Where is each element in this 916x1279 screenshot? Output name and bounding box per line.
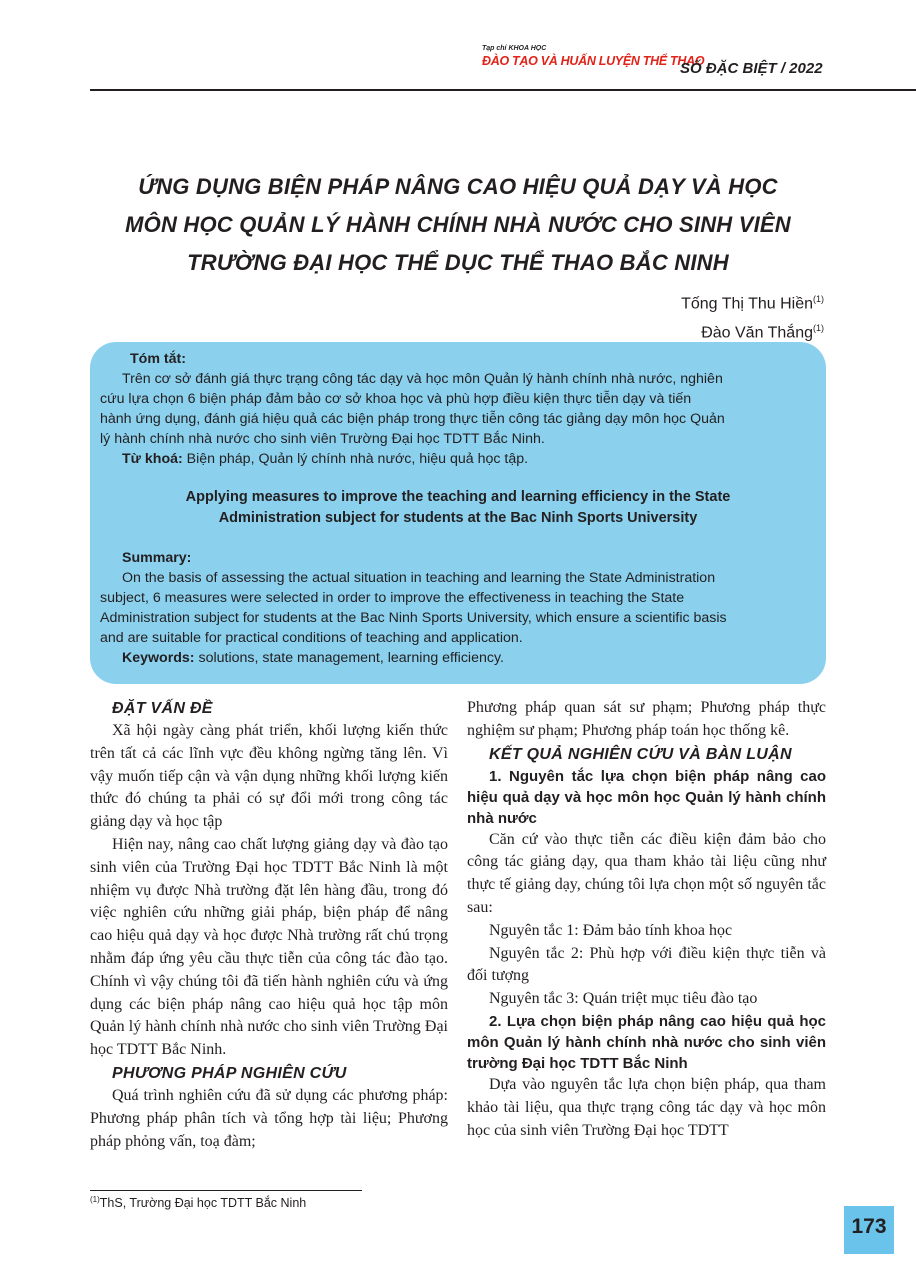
paragraph: Căn cứ vào thực tiễn các điều kiện đảm bảo cho công tác giảng dạy, qua tham khảo tài liệu cũng như thực tế giảng dạy, chúng tôi lựa chọn một số nguyên tắc sau: — [467, 830, 826, 916]
paragraph: Hiện nay, nâng cao chất lượng giảng dạy và đào tạo sinh viên của Trường Đại học TDTT Bắc Ninh là một nhiệm vụ được Nhà trường đặt lên hàng đầu, trong đó việc nghiên cứu những giải pháp, biện pháp để nâng cao hiệu quả dạy và học được Nhà trường rất chú trọng nhằm đáp ứng yêu cầu thực tiễn của công tác đào tạo. Chính vì vậy chúng tôi đã tiến hành nghiên cứu và ứng dụng các biện pháp nâng cao hiệu quả học tập môn Quản lý hành chính nhà nước cho sinh viên Trường Đại học TDTT Bắc Ninh. — [90, 835, 448, 1059]
abstract-vi-keywords — [122, 449, 528, 469]
summary-keywords — [122, 648, 504, 668]
keywords-text: Biện pháp, Quản lý chính nhà nước, hiệu quả học tập. — [182, 451, 529, 467]
footnote — [90, 1195, 306, 1210]
subsection-heading: 2. Lựa chọn biện pháp nâng cao hiệu quả học môn Quản lý hành chính nhà nước cho sinh viên trường Đại học TDTT Bắc Ninh — [467, 1012, 826, 1072]
subsection-heading: 1. Nguyên tắc lựa chọn biện pháp nâng cao hiệu quả dạy và học môn học Quản lý hành chính nhà nước — [467, 767, 826, 827]
page-header — [0, 0, 916, 92]
english-title — [100, 487, 816, 529]
abstract-line: hành ứng dụng, đánh giá hiệu quả các biện pháp trong thực tiễn công tác giảng dạy môn học Quản — [100, 411, 725, 427]
english-title-line: Administration subject for students at the Bac Ninh Sports University — [218, 510, 698, 526]
section-heading: KẾT QUẢ NGHIÊN CỨU VÀ BÀN LUẬN — [489, 745, 792, 763]
summary-text — [122, 568, 814, 588]
abstract-box — [90, 342, 826, 684]
section-heading: PHƯƠNG PHÁP NGHIÊN CỨU — [112, 1064, 347, 1082]
summary-label: Summary: — [122, 550, 192, 566]
page-number: 173 — [844, 1206, 894, 1254]
paragraph: Quá trình nghiên cứu đã sử dụng các phương pháp: Phương pháp phân tích và tổng hợp tài liệu; Phương pháp phỏng vấn, toạ đàm; — [90, 1086, 448, 1150]
affiliation-mark: (1) — [813, 323, 824, 334]
abstract-line: Trên cơ sở đánh giá thực trạng công tác dạy và học môn Quản lý hành chính nhà nước, nghiên — [122, 371, 723, 387]
author-list — [681, 287, 824, 346]
summary-line: On the basis of assessing the actual situation in teaching and learning the State Administration — [122, 570, 716, 586]
journal-name: ĐÀO TẠO VÀ HUẤN LUYỆN THỂ THAO — [482, 54, 705, 68]
journal-masthead — [482, 44, 704, 69]
right-column — [467, 697, 826, 1142]
abstract-line: lý hành chính nhà nước cho sinh viên Trường Đại học TDTT Bắc Ninh. — [100, 431, 545, 447]
left-column — [90, 697, 448, 1153]
abstract-vi-text — [122, 369, 814, 389]
principle-item: Nguyên tắc 2: Phù hợp với điều kiện thực tiễn và đối tượng — [467, 944, 826, 985]
abstract-vi-label: Tóm tắt: — [130, 351, 186, 367]
summary-line: Administration subject for students at the Bac Ninh Sports University, which ensure a scientific basis — [100, 610, 727, 626]
author-name: Tống Thị Thu Hiền — [681, 295, 813, 313]
author-name: Đào Văn Thắng — [701, 324, 813, 342]
paragraph: Xã hội ngày càng phát triển, khối lượng kiến thức trên tất cả các lĩnh vực đều không ngừng tăng lên. Vì vậy muốn tiếp cận và vận dụng những khối lượng kiến thức đó chúng ta phải có sự đổi mới trong công tác giảng dạy và học tập — [90, 722, 448, 831]
summary-line: and are suitable for practical conditions of teaching and application. — [100, 630, 523, 646]
summary-line: subject, 6 measures were selected in order to improve the effectiveness in teaching the State — [100, 590, 685, 606]
title-line: TRƯỜNG ĐẠI HỌC THỂ DỤC THỂ THAO BẮC NINH — [187, 250, 729, 275]
keywords-label: Từ khoá: — [122, 451, 183, 467]
section-heading: ĐẶT VẤN ĐỀ — [112, 700, 213, 717]
paragraph: Phương pháp quan sát sư phạm; Phương pháp thực nghiệm sư phạm; Phương pháp toán học thống kê. — [467, 699, 826, 739]
summary-text-cont — [100, 588, 816, 648]
paragraph: Dựa vào nguyên tắc lựa chọn biện pháp, qua tham khảo tài liệu, qua thực trạng công tác dạy và học môn học của sinh viên Trường Đại học TDTT — [467, 1075, 826, 1139]
principle-item: Nguyên tắc 1: Đảm bảo tính khoa học — [489, 921, 733, 939]
footnote-mark: (1) — [90, 1195, 100, 1204]
abstract-vi-text-cont — [100, 389, 816, 449]
issue-label: SỐ ĐẶC BIỆT / 2022 — [680, 60, 823, 77]
footnote-text: ThS, Trường Đại học TDTT Bắc Ninh — [99, 1196, 307, 1211]
article-title — [100, 168, 816, 282]
footnote-rule — [90, 1190, 362, 1191]
keywords-text: solutions, state management, learning efficiency. — [194, 650, 504, 666]
author — [681, 287, 824, 316]
title-line: MÔN HỌC QUẢN LÝ HÀNH CHÍNH NHÀ NƯỚC CHO SINH VIÊN — [125, 212, 791, 237]
principle-item: Nguyên tắc 3: Quán triệt mục tiêu đào tạo — [489, 990, 758, 1008]
abstract-line: cứu lựa chọn 6 biện pháp đảm bảo cơ sở khoa học và phù hợp điều kiện thực tiễn dạy và tiến — [100, 391, 692, 407]
keywords-label: Keywords: — [122, 650, 195, 666]
header-rule — [90, 89, 916, 91]
english-title-line: Applying measures to improve the teaching and learning efficiency in the State — [185, 489, 731, 505]
title-line: ỨNG DỤNG BIỆN PHÁP NÂNG CAO HIỆU QUẢ DẠY VÀ HỌC — [138, 174, 778, 199]
affiliation-mark: (1) — [813, 294, 824, 304]
journal-small-label: Tạp chí KHOA HỌC — [482, 45, 547, 52]
